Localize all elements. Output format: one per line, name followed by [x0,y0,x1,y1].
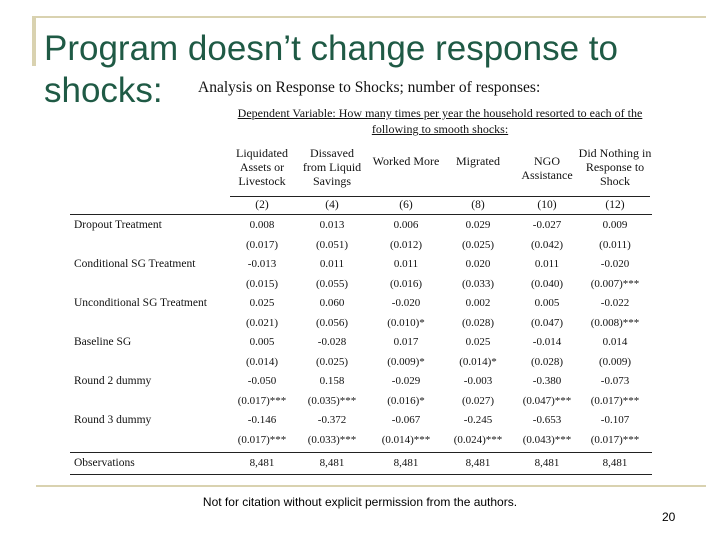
std-error-cell: (0.035)*** [307,395,357,407]
coefficient-cell: 0.011 [393,258,419,270]
coefficient-cell: 0.025 [465,336,491,348]
dependent-variable-text: Dependent Variable: How many times per year the household resorted to each of the following to smooth shocks: [237,106,643,136]
coefficient-cell: 0.005 [249,336,275,348]
row-label: Round 2 dummy [74,375,152,387]
coefficient-cell: 0.025 [249,297,275,309]
std-error-cell: (0.014)* [459,356,497,368]
std-error-cell: (0.047)*** [522,395,572,407]
observations-cell: 8,481 [534,457,560,469]
std-error-cell: (0.028) [530,356,564,368]
std-error-cell: (0.028) [461,317,495,329]
observations-cell: 8,481 [319,457,345,469]
coefficient-cell: 0.029 [465,219,491,231]
column-number: (8) [471,199,485,211]
std-error-cell: (0.025) [315,356,349,368]
coefficient-cell: 0.006 [393,219,419,231]
column-header: Did Nothing in Response to Shock [578,146,652,188]
coefficient-cell: -0.372 [317,414,347,426]
table-rule [70,452,652,453]
std-error-cell: (0.033) [461,278,495,290]
std-error-cell: (0.014)*** [381,434,431,446]
coefficient-cell: 0.060 [319,297,345,309]
coefficient-cell: 0.011 [319,258,345,270]
page-number: 20 [662,510,676,524]
std-error-cell: (0.025) [461,239,495,251]
table-rule [70,474,652,475]
citation-footer: Not for citation without explicit permission from the authors. [202,495,518,509]
table-rule [230,196,650,197]
coefficient-cell: -0.067 [391,414,421,426]
coefficient-cell: 0.002 [465,297,491,309]
std-error-cell: (0.015) [245,278,279,290]
coefficient-cell: 0.020 [465,258,491,270]
coefficient-cell: 0.013 [319,219,345,231]
row-label: Baseline SG [74,336,132,348]
row-label: Conditional SG Treatment [74,258,196,270]
slide-title: Program doesn’t change response to shocks: [44,29,618,110]
column-header: NGO Assistance [521,154,573,182]
std-error-cell: (0.017)*** [590,434,640,446]
coefficient-cell: -0.146 [247,414,277,426]
std-error-cell: (0.017) [245,239,279,251]
coefficient-cell: -0.245 [463,414,493,426]
dependent-variable-note [220,105,660,137]
coefficient-cell: -0.050 [247,375,277,387]
std-error-cell: (0.008)*** [590,317,640,329]
observations-cell: 8,481 [249,457,275,469]
std-error-cell: (0.051) [315,239,349,251]
coefficient-cell: -0.020 [600,258,630,270]
coefficient-cell: 0.009 [602,219,628,231]
std-error-cell: (0.016)* [387,395,425,407]
coefficient-cell: -0.107 [600,414,630,426]
std-error-cell: (0.007)*** [590,278,640,290]
column-header: Liquidated Assets or Livestock [236,146,288,188]
std-error-cell: (0.012) [389,239,423,251]
coefficient-cell: -0.003 [463,375,493,387]
coefficient-cell: 0.011 [534,258,560,270]
std-error-cell: (0.017)*** [590,395,640,407]
left-accent-bar [32,16,36,66]
coefficient-cell: 0.158 [319,375,345,387]
std-error-cell: (0.017)*** [237,434,287,446]
coefficient-cell: -0.653 [532,414,562,426]
table-subtitle: Analysis on Response to Shocks; number of responses: [198,79,541,96]
std-error-cell: (0.021) [245,317,279,329]
std-error-cell: (0.027) [461,395,495,407]
column-header: Migrated [456,154,500,168]
coefficient-cell: -0.027 [532,219,562,231]
row-label: Unconditional SG Treatment [74,297,207,309]
coefficient-cell: -0.380 [532,375,562,387]
std-error-cell: (0.014) [245,356,279,368]
column-header: Worked More [372,154,440,168]
coefficient-cell: 0.014 [602,336,628,348]
observations-label: Observations [74,457,135,469]
std-error-cell: (0.040) [530,278,564,290]
std-error-cell: (0.055) [315,278,349,290]
top-border-line [36,16,706,18]
row-label: Dropout Treatment [74,219,162,231]
column-number: (2) [255,199,269,211]
observations-cell: 8,481 [465,457,491,469]
column-header: Dissaved from Liquid Savings [302,146,362,188]
coefficient-cell: -0.020 [391,297,421,309]
std-error-cell: (0.009) [598,356,632,368]
table-rule [70,214,652,215]
coefficient-cell: -0.073 [600,375,630,387]
coefficient-cell: -0.013 [247,258,277,270]
observations-cell: 8,481 [393,457,419,469]
std-error-cell: (0.016) [389,278,423,290]
std-error-cell: (0.056) [315,317,349,329]
std-error-cell: (0.047) [530,317,564,329]
coefficient-cell: 0.008 [249,219,275,231]
coefficient-cell: -0.022 [600,297,630,309]
std-error-cell: (0.010)* [387,317,425,329]
column-number: (6) [399,199,413,211]
std-error-cell: (0.017)*** [237,395,287,407]
coefficient-cell: 0.017 [393,336,419,348]
coefficient-cell: 0.005 [534,297,560,309]
row-label: Round 3 dummy [74,414,152,426]
coefficient-cell: -0.029 [391,375,421,387]
column-number: (12) [605,199,625,211]
std-error-cell: (0.033)*** [307,434,357,446]
observations-cell: 8,481 [602,457,628,469]
std-error-cell: (0.009)* [387,356,425,368]
column-number: (10) [537,199,557,211]
coefficient-cell: -0.028 [317,336,347,348]
std-error-cell: (0.024)*** [453,434,503,446]
std-error-cell: (0.043)*** [522,434,572,446]
coefficient-cell: -0.014 [532,336,562,348]
std-error-cell: (0.042) [530,239,564,251]
bottom-border-line [36,485,706,487]
std-error-cell: (0.011) [599,239,631,251]
column-number: (4) [325,199,339,211]
